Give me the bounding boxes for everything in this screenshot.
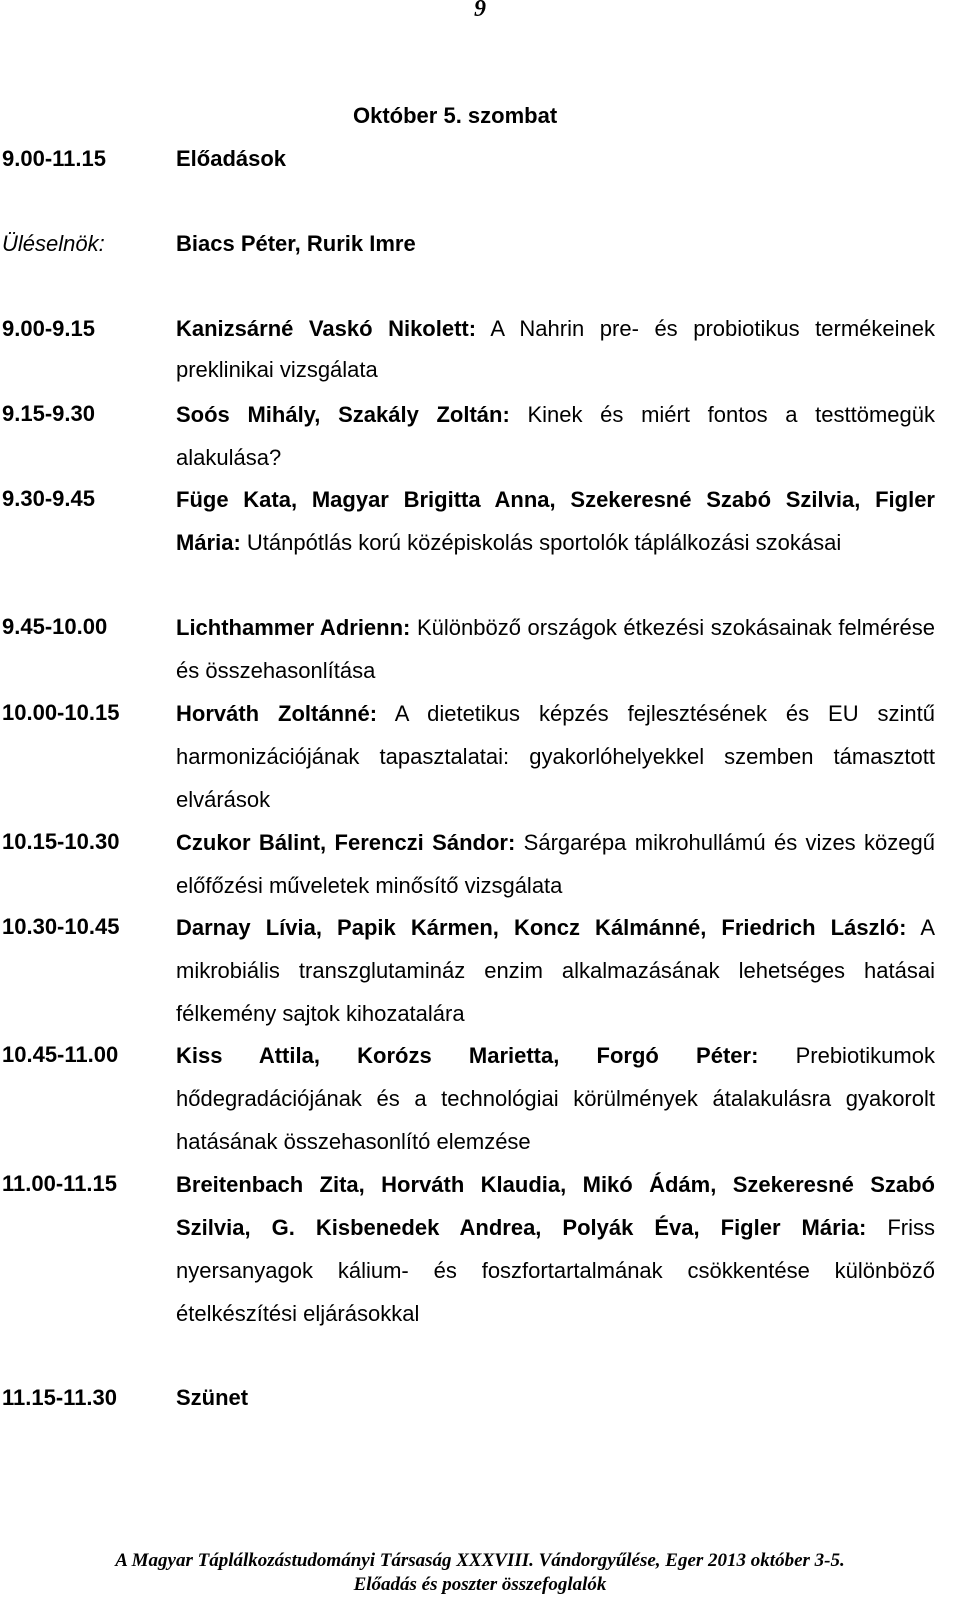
talk-title: A dietetikus képzés fejlesztésének és EU szintű harmonizációjának tapasztalatai: gyakorlóhelyekkel szemben támasztott elvárások xyxy=(176,701,935,812)
chairs-names: Biacs Péter, Rurik Imre xyxy=(176,231,416,256)
break-label: Szünet xyxy=(176,1385,249,1410)
talk-title: Friss nyersanyagok kálium- és foszfortartalmának csökkentése különböző ételkészítési eljárásokkal xyxy=(176,1215,936,1326)
day-title: Október 5. szombat xyxy=(353,103,558,128)
talk-authors: Darnay Lívia, Papik Kármen, Koncz Kálmánné, Friedrich László: xyxy=(176,915,907,940)
footer-line-1: A Magyar Táplálkozástudományi Társaság XXXVIII. Vándorgyűlése, Eger 2013 október 3-5. xyxy=(115,1550,845,1571)
session-title: Előadások xyxy=(176,146,287,171)
talk-entry xyxy=(176,308,935,390)
talk-entry xyxy=(176,906,935,1035)
talk-time: 10.45-11.00 xyxy=(2,1042,119,1067)
session-time: 9.00-11.15 xyxy=(2,146,106,171)
chairs-label: Üléselnök: xyxy=(2,231,105,256)
talk-authors: Kiss Attila, Korózs Marietta, Forgó Péter: xyxy=(176,1043,759,1068)
talk-authors: Füge Kata, Magyar Brigitta Anna, Szekeresné Szabó Szilvia, Figler Mária: xyxy=(176,487,935,555)
talk-title: Sárgarépa mikrohullámú és vizes közegű előfőzési műveletek minősítő vizsgálata xyxy=(176,830,935,898)
talk-title: A Nahrin pre- és probiotikus termékeinek preklinikai vizsgálata xyxy=(176,316,935,382)
talk-title: Kinek és miért fontos a testtömegük alakulása? xyxy=(176,402,935,470)
talk-title: Különböző országok étkezési szokásainak felmérése és összehasonlítása xyxy=(176,615,935,683)
footer-line-2: Előadás és poszter összefoglalók xyxy=(353,1574,607,1595)
talk-time: 11.00-11.15 xyxy=(2,1171,118,1196)
page-number: 9 xyxy=(474,0,486,22)
talk-authors: Czukor Bálint, Ferenczi Sándor: xyxy=(176,830,516,855)
talk-title: A mikrobiális transzglutamináz enzim alkalmazásának lehetséges hatásai félkemény sajtok kihozatalára xyxy=(176,915,935,1026)
talk-entry xyxy=(176,1034,935,1163)
talk-time: 9.00-9.15 xyxy=(2,316,95,341)
talk-entry xyxy=(176,478,935,564)
talk-time: 9.30-9.45 xyxy=(2,486,95,511)
talk-entry xyxy=(176,692,935,821)
talk-authors: Kanizsárné Vaskó Nikolett: xyxy=(176,316,477,341)
talk-title: Utánpótlás korú középiskolás sportolók táplálkozási szokásai xyxy=(240,530,842,555)
talk-authors: Lichthammer Adrienn: xyxy=(176,615,411,640)
talk-title: Prebiotikumok hődegradációjának és a technológiai körülmények átalakulásra gyakorolt hatásának összehasonlító elemzése xyxy=(176,1043,935,1154)
talk-entry xyxy=(176,821,935,907)
talk-authors: Breitenbach Zita, Horváth Klaudia, Mikó Ádám, Szekeresné Szabó Szilvia, G. Kisbenedek Andrea, Polyák Éva, Figler Mária: xyxy=(176,1172,935,1240)
talk-time: 10.00-10.15 xyxy=(2,700,120,725)
break-time: 11.15-11.30 xyxy=(2,1385,118,1410)
talk-authors: Horváth Zoltánné: xyxy=(176,701,378,726)
talk-time: 9.45-10.00 xyxy=(2,614,108,639)
talk-entry xyxy=(176,393,935,479)
talk-entry xyxy=(176,1163,935,1335)
talk-time: 9.15-9.30 xyxy=(2,401,95,426)
talk-authors: Soós Mihály, Szakály Zoltán: xyxy=(176,402,510,427)
talk-time: 10.15-10.30 xyxy=(2,829,120,854)
talk-entry xyxy=(176,606,935,692)
talk-time: 10.30-10.45 xyxy=(2,914,120,939)
